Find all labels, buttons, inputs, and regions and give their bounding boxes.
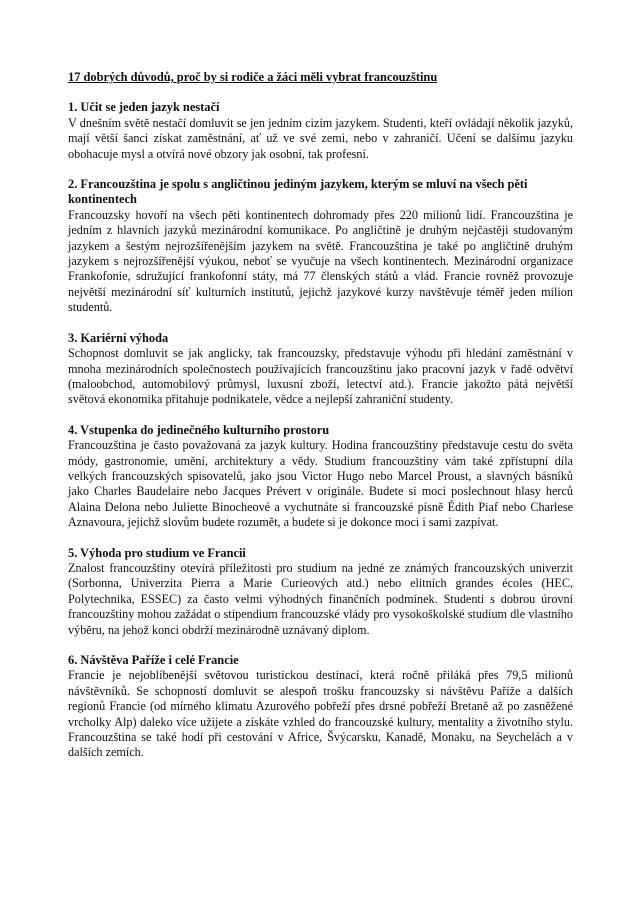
section-heading: 6. Návštěva Paříže i celé Francie	[68, 653, 239, 667]
document-title: 17 dobrých důvodů, proč by si rodiče a žáci měli vybrat francouzštinu	[68, 70, 438, 84]
section-body: V dnešním světě nestačí domluvit se jen jedním cizím jazykem. Studenti, kteří ovládají několik jazyků, mají větší šanci získat zaměstnání, ať už ve své zemi, nebo v zahraničí. Učení se dalšímu jazyku obohacuje mysl a otvírá nové obzory jak osobní, tak profesní.	[68, 115, 573, 161]
document-page	[68, 70, 573, 776]
section-6	[68, 653, 573, 761]
section-heading: 4. Vstupenka do jedinečného kulturního prostoru	[68, 422, 330, 437]
section-body: Francouzština je často považovaná za jazyk kultury. Hodina francouzštiny představuje cestu do světa módy, gastronomie, umění, architektury a vědy. Studium francouzštiny vám také zpřístupní díla velkých francouzských spisovatelů, jako jsou Victor Hugo nebo Marcel Proust, a slavných básníků jako Charles Baudelaire nebo Jacques Prévert v originále. Budete si moci poslechnout hlasy herců Alaina Delona nebo Juliette Binocheové a vychutnáte si francouzské písně Édith Piaf nebo Charlese Aznavoura, jejichž slovům budete rozumět, a budete si je dokonce moci i sami zazpívat.	[68, 438, 573, 530]
section-2	[68, 177, 573, 316]
section-heading: 3. Kariérní výhoda	[68, 330, 169, 345]
section-4	[68, 423, 573, 531]
section-3	[68, 331, 573, 408]
section-body: Znalost francouzštiny otevírá příležitosti pro studium na jedné ze známých francouzských univerzit (Sorbonna, Univerzita Pierra a Marie Curieových atd.) nebo elitních grandes écoles (HEC, Polytechnika, ESSEC) za často velmi výhodných finančních podmínek. Studenti s dobrou úrovní francouzštiny mohou zažádat o stipendium francouzské vlády pro vysokoškolské studium dle vlastního výběru, na jehož konci obdrží mezinárodně uznávaný diplom.	[68, 560, 573, 637]
section-heading: 5. Výhoda pro studium ve Francii	[68, 545, 246, 560]
section-heading: 1. Učit se jeden jazyk nestačí	[68, 100, 220, 115]
section-body: Francouzsky hovoří na všech pěti kontinentech dohromady přes 220 milionů lidí. Francouzština je jedním z hlavních jazyků mezinárodní komunikace. Po angličtině je druhým nejčastěji studovaným jazykem a šestým nejrozšířenějším jazykem na světě. Francouzština je také po angličtině druhým jazykem s nejrozšířenější výukou, neboť se vyučuje na všech kontinentech. Mezinárodní organizace Frankofonie, sdružující frankofonní státy, má 77 členských států a vlád. Francie rovněž provozuje největší mezinárodní síť kulturních institutů, jejichž jazykové kurzy navštěvuje téměř jeden milion studentů.	[68, 207, 573, 315]
section-heading: 2. Francouzština je spolu s angličtinou jediným jazykem, kterým se mluví na všech pěti kontinentech	[68, 177, 528, 207]
section-5	[68, 546, 573, 638]
section-1	[68, 100, 573, 162]
section-body: Schopnost domluvit se jak anglicky, tak francouzsky, představuje výhodu při hledání zaměstnání v mnoha mezinárodních společnostech používajících francouzštinu jako pracovní jazyk v řadě odvětví (maloobchod, automobilový průmysl, luxusní zboží, letectví atd.). Francie jakožto pátá největší světová ekonomika přitahuje podnikatele, vědce a nejlepší zahraniční studenty.	[68, 346, 573, 407]
section-body: Francie je nejoblíbenější světovou turistickou destinací, která ročně přiláká přes 79,5 milionů návštěvníků. Se schopností domluvit se alespoň trošku francouzsky si návštěvu Paříže a dalších regionů Francie (od mírného klimatu Azurového pobřeží přes drsné pobřeží Bretaně až po zasněžené vrcholky Alp) daleko více užijete a získáte vzhled do francouzské kultury, mentality a životního stylu. Francouzština se také hodí při cestování v Africe, Švýcarsku, Kanadě, Monaku, na Seychelách a v dalších zemích.	[68, 668, 573, 760]
